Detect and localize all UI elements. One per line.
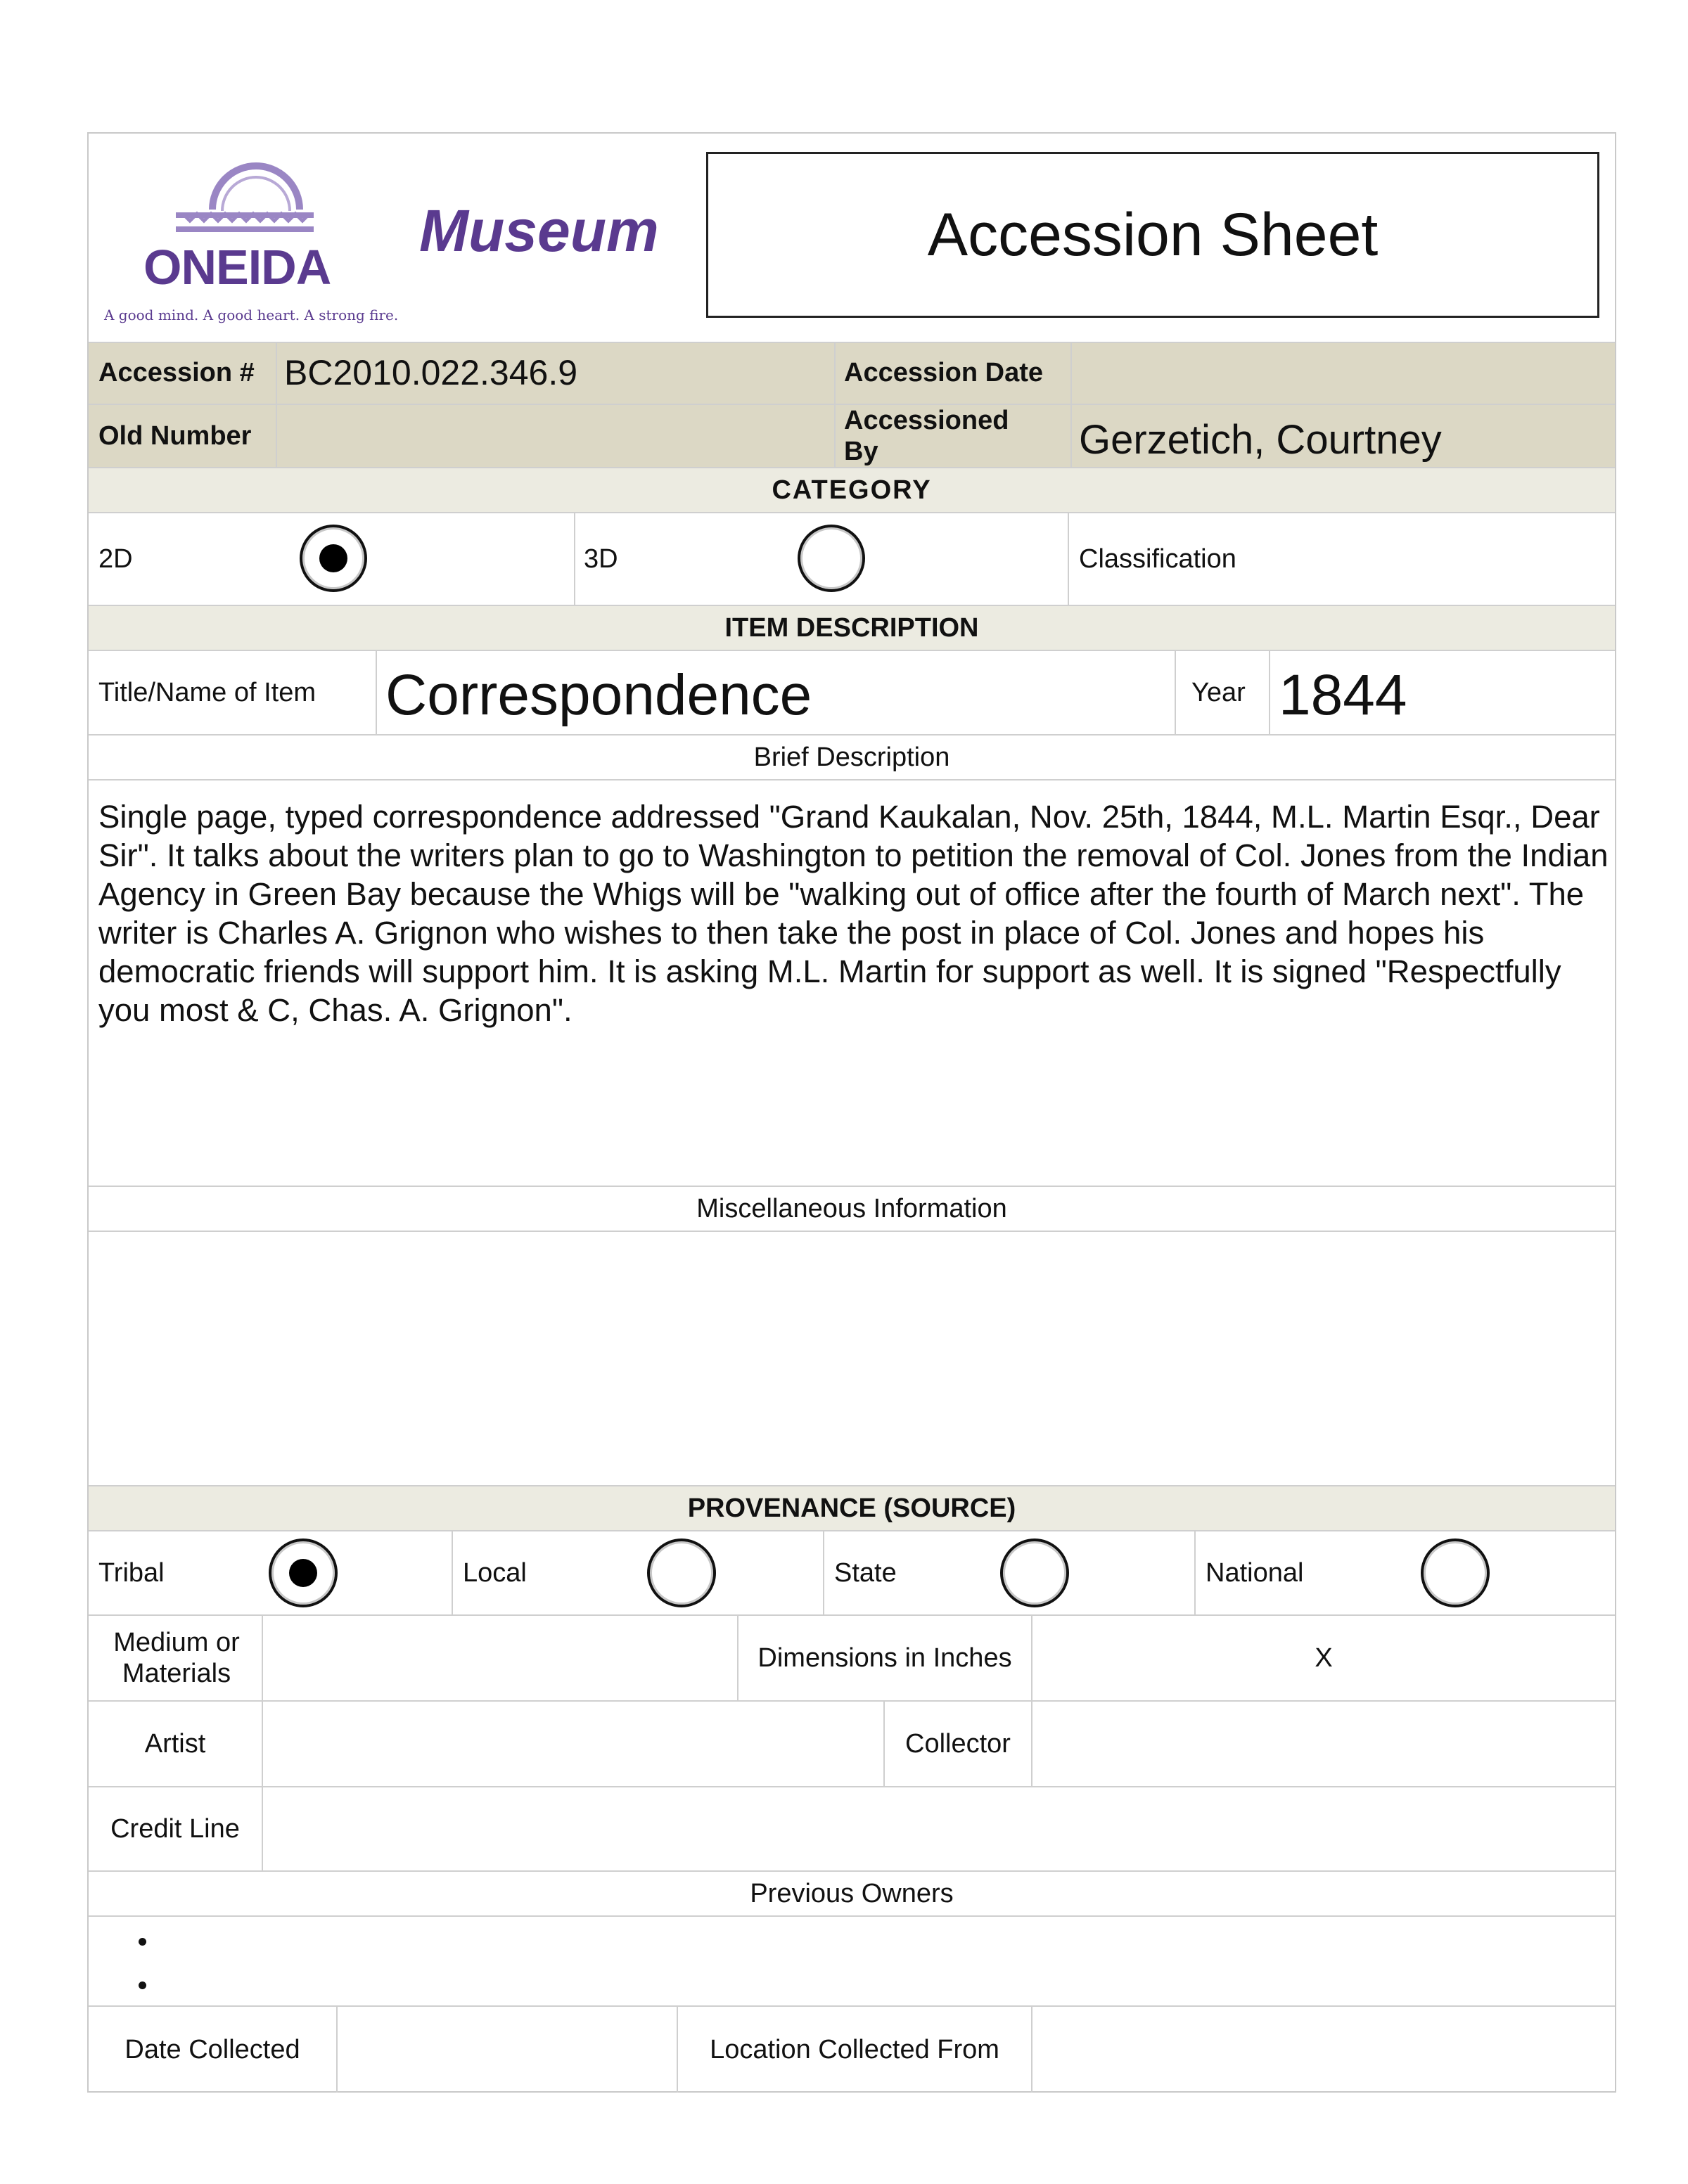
brief-description-label: Brief Description [753, 742, 950, 772]
provenance-national-label: National [1206, 1557, 1304, 1588]
accession-number-label: Accession # [98, 357, 255, 387]
category-3d-label: 3D [584, 544, 618, 574]
category-heading: CATEGORY [89, 468, 1615, 512]
museum-title: Museum [419, 198, 659, 264]
previous-owner-item[interactable] [159, 1963, 1537, 2007]
location-collected-label: Location Collected From [710, 2034, 999, 2064]
tagline: A good mind. A good heart. A strong fire. [104, 307, 399, 323]
artist-field[interactable] [264, 1702, 881, 1785]
misc-info-label: Miscellaneous Information [696, 1193, 1007, 1223]
category-2d-radio[interactable] [300, 525, 367, 592]
classification-label: Classification [1079, 544, 1236, 574]
sheet-title-box [706, 152, 1599, 318]
previous-owners-list [131, 1920, 1537, 2007]
brief-description-field[interactable]: Single page, typed correspondence addressed "Grand Kaukalan, Nov. 25th, 1844, M.L. Martin Esqr., Dear Sir". It talks about the writers plan to go to Washington to petition the removal of Col. Jones from the Indian Agency in Green Bay because the Whigs will be "walking out of office after the fourth of March next". The writer is Charles A. Grignon who wishes to then take the post in place of Col. Jones and hopes his democratic friends will support him. It is asking M.L. Martin for support as well. It is signed "Respectfully you most & C, Chas. A. Grignon". [98, 799, 1609, 1028]
dimensions-field[interactable]: X [1315, 1643, 1333, 1673]
title-label: Title/Name of Item [98, 677, 316, 707]
radio-selected-dot [319, 544, 347, 572]
medium-label: Medium or Materials [113, 1628, 240, 1688]
provenance-tribal-label: Tribal [98, 1557, 165, 1588]
sheet-title: Accession Sheet [927, 200, 1379, 269]
artist-label: Artist [144, 1728, 206, 1759]
previous-owners-label: Previous Owners [750, 1878, 954, 1908]
category-3d-radio[interactable] [798, 525, 865, 592]
year-label: Year [1191, 677, 1246, 707]
oneida-logo [89, 134, 398, 330]
misc-info-field[interactable] [98, 1238, 1604, 1484]
item-description-heading: ITEM DESCRIPTION [89, 606, 1615, 650]
credit-line-field[interactable] [264, 1787, 1612, 1869]
medium-field[interactable] [264, 1616, 736, 1699]
accessioned-by-field[interactable]: Gerzetich, Courtney [1079, 416, 1442, 463]
provenance-tribal-radio[interactable] [269, 1539, 338, 1607]
title-field[interactable]: Correspondence [385, 663, 812, 727]
date-collected-field[interactable] [339, 2007, 674, 2091]
previous-owner-item[interactable] [159, 1920, 1537, 1963]
old-number-field[interactable] [284, 405, 833, 467]
accession-sheet [87, 132, 1616, 2093]
collector-field[interactable] [1034, 1702, 1611, 1785]
org-name: ONEIDA [143, 240, 331, 295]
provenance-national-radio[interactable] [1421, 1539, 1490, 1607]
provenance-state-label: State [834, 1557, 897, 1588]
accession-number-field[interactable]: BC2010.022.346.9 [284, 353, 578, 392]
provenance-local-radio[interactable] [647, 1539, 716, 1607]
credit-line-label: Credit Line [110, 1813, 240, 1844]
accession-date-field[interactable] [1079, 342, 1613, 404]
provenance-local-label: Local [463, 1557, 527, 1588]
old-number-label: Old Number [98, 420, 252, 451]
provenance-state-radio[interactable] [1000, 1539, 1069, 1607]
category-2d-label: 2D [98, 544, 133, 574]
dimensions-label: Dimensions in Inches [757, 1643, 1012, 1673]
radio-selected-dot [289, 1559, 317, 1587]
date-collected-label: Date Collected [124, 2034, 300, 2064]
accessioned-by-label: Accessioned By [844, 406, 1009, 466]
collector-label: Collector [905, 1728, 1011, 1759]
accession-date-label: Accession Date [844, 357, 1044, 387]
year-field[interactable]: 1844 [1279, 663, 1407, 727]
location-collected-field[interactable] [1034, 2007, 1611, 2091]
provenance-heading: PROVENANCE (SOURCE) [89, 1486, 1615, 1530]
